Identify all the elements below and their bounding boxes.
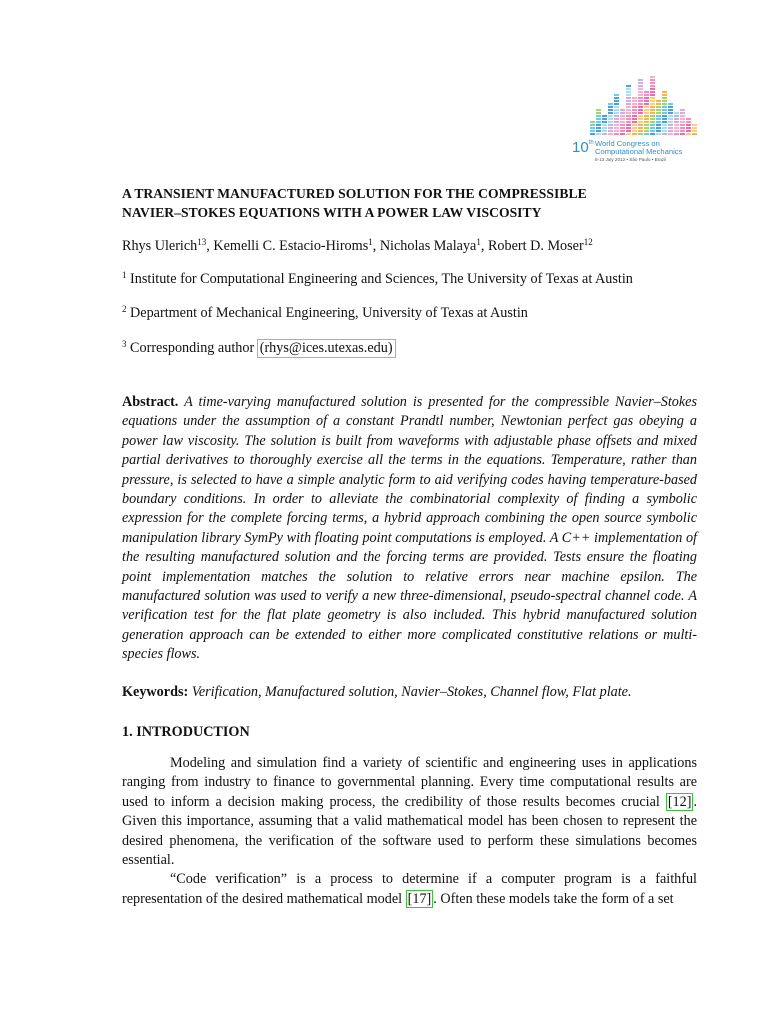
- abstract-text: A time-varying manufactured solution is presented for the compressible Navier–Stokes equations under the assumption of a constant Prandtl number, Newtonian perfect gas obeying a power law viscosity. The solution is built from waveforms with adjustable phase offsets and mixed partial derivatives to thoroughly exercise all the terms in the equations. Temperature, rather than pressure, is selected to have a simple analytic form to aid verifying codes having temperature-based boundary conditions. In order to alleviate the combinatorial complexity of finding a symbolic expression for the complete forcing terms, a hybrid approach combining the open source symbolic manipulation library SymPy with floating point computations is employed. A C++ implementation of the resulting manufactured solution and the forcing terms are provided. Tests ensure the floating point implementation matches the solution to relative errors near machine epsilon. The manufactured solution was used to verify a new three-dimensional, pseudo-spectral channel code. A verification test for the flat plate geometry is also included. This hybrid manufactured solution generation approach can be extended to either more complicated constitutive relations or multi-species flows.: [122, 394, 697, 663]
- author-name: Rhys Ulerich: [122, 238, 198, 254]
- logo-bar-cell: [668, 112, 673, 114]
- logo-bar-cell: [656, 100, 661, 102]
- logo-bar-cell: [638, 127, 643, 129]
- logo-bar-cell: [650, 88, 655, 90]
- logo-bar-cell: [590, 127, 595, 129]
- logo-bar-cell: [602, 127, 607, 129]
- logo-bar-cell: [668, 115, 673, 117]
- logo-bar-cell: [626, 91, 631, 93]
- logo-bar-cell: [614, 115, 619, 117]
- logo-bar-cell: [596, 118, 601, 120]
- logo-bar-cell: [638, 79, 643, 81]
- logo-bar-cell: [620, 121, 625, 123]
- logo-bar-cell: [686, 130, 691, 132]
- logo-bar-cell: [626, 109, 631, 111]
- logo-bar-cell: [626, 127, 631, 129]
- logo-bar-cell: [632, 118, 637, 120]
- logo-bar-cell: [680, 112, 685, 114]
- logo-bar-cell: [680, 121, 685, 123]
- logo-bar-cell: [614, 130, 619, 132]
- logo-dates: 8-13 July 2012 • São Paulo • Brazil: [595, 157, 667, 162]
- logo-bar-cell: [614, 94, 619, 96]
- logo-bar-cell: [680, 133, 685, 135]
- logo-bar-cell: [644, 133, 649, 135]
- logo-bar-cell: [650, 85, 655, 87]
- logo-bar-cell: [590, 130, 595, 132]
- author-affiliation-marks: 1: [368, 237, 373, 247]
- intro-paragraph-2: “Code verification” is a process to determine if a computer program is a faithful representation of the desired mathematical model [17] . Often these models take the form of a set: [122, 871, 697, 907]
- logo-bar-cell: [662, 121, 667, 123]
- author-affiliation-marks: 12: [583, 237, 593, 247]
- logo-bar-cell: [650, 124, 655, 126]
- logo-bar-cell: [614, 133, 619, 135]
- logo-bar-cell: [620, 130, 625, 132]
- logo-bar-cell: [638, 130, 643, 132]
- logo-bar-cell: [644, 109, 649, 111]
- logo-bar-cell: [662, 100, 667, 102]
- logo-bar-cell: [662, 118, 667, 120]
- logo-bar-cell: [626, 100, 631, 102]
- logo-bar-cell: [656, 124, 661, 126]
- logo-bar-cell: [662, 130, 667, 132]
- logo-bar-cell: [626, 130, 631, 132]
- logo-bar-cell: [656, 118, 661, 120]
- logo-bar-cell: [596, 124, 601, 126]
- logo-bar-cell: [668, 133, 673, 135]
- logo-bar-cell: [650, 103, 655, 105]
- logo-bar-cell: [644, 91, 649, 93]
- logo-bar-cell: [632, 127, 637, 129]
- author-affiliation-marks: 13: [197, 237, 207, 247]
- logo-bar-cell: [668, 121, 673, 123]
- logo-bar-cell: [650, 127, 655, 129]
- logo-bar-cell: [656, 106, 661, 108]
- logo-bar-cell: [614, 103, 619, 105]
- logo-bar-cell: [626, 88, 631, 90]
- logo-bar-cell: [632, 100, 637, 102]
- logo-bar-cell: [614, 121, 619, 123]
- logo-bar-cell: [686, 118, 691, 120]
- logo-bar-cell: [662, 127, 667, 129]
- logo-bar-cell: [638, 115, 643, 117]
- logo-bar-cell: [614, 106, 619, 108]
- logo-bar-cell: [620, 115, 625, 117]
- section-heading: 1. INTRODUCTION: [122, 724, 250, 740]
- logo-bar-cell: [626, 118, 631, 120]
- logo-bar-cell: [638, 82, 643, 84]
- logo-bar-cell: [632, 133, 637, 135]
- logo-bar-cell: [644, 100, 649, 102]
- logo-bar-cell: [632, 115, 637, 117]
- affiliation-text: Institute for Computational Engineering and Sciences, The University of Texas at Austin: [130, 271, 633, 287]
- affiliation-1: $^1$ Institute for Computational Engineering and Sciences, The University of Texas at Austin: [122, 270, 633, 287]
- logo-bar-cell: [674, 121, 679, 123]
- logo-bar-cell: [644, 106, 649, 108]
- logo-bar-cell: [632, 103, 637, 105]
- logo-bar-cell: [638, 109, 643, 111]
- logo-bar-cell: [590, 133, 595, 135]
- logo-bar-cell: [650, 133, 655, 135]
- email-link[interactable]: (rhys@ices.utexas.edu): [257, 339, 396, 358]
- logo-bar-cell: [608, 103, 613, 105]
- author-list: Rhys Ulerich$^{13}$, Kemelli C. Estacio-Hiroms$^1$, Nicholas Malaya$^1$, Robert D. Moser$^{12}$: [122, 237, 593, 254]
- logo-bar-cell: [662, 106, 667, 108]
- author-name: Nicholas Malaya: [379, 238, 477, 254]
- logo-bar-cell: [638, 112, 643, 114]
- author-name: Robert D. Moser: [487, 238, 584, 254]
- logo-bar-cell: [650, 100, 655, 102]
- logo-bar-cell: [662, 115, 667, 117]
- logo-bar-cell: [674, 124, 679, 126]
- logo-bar-cell: [596, 130, 601, 132]
- logo-bar-cell: [650, 106, 655, 108]
- logo-bar-cell: [644, 130, 649, 132]
- conference-logo: [570, 70, 702, 166]
- logo-bar-cell: [608, 130, 613, 132]
- logo-bar-cell: [620, 109, 625, 111]
- logo-bar-cell: [650, 79, 655, 81]
- logo-bar-cell: [626, 115, 631, 117]
- logo-bar-cell: [590, 121, 595, 123]
- logo-bar-cell: [608, 133, 613, 135]
- logo-line2: Computational Mechanics: [595, 147, 683, 156]
- logo-bar-cell: [608, 112, 613, 114]
- logo-bar-cell: [680, 130, 685, 132]
- logo-bar-cell: [626, 85, 631, 87]
- logo-bar-cell: [686, 133, 691, 135]
- logo-bar-cell: [662, 94, 667, 96]
- logo-bar-cell: [674, 133, 679, 135]
- logo-bar-cell: [650, 112, 655, 114]
- logo-bar-cell: [644, 124, 649, 126]
- abstract-label: Abstract.: [122, 394, 179, 410]
- logo-bar-cell: [620, 133, 625, 135]
- logo-bar-cell: [656, 115, 661, 117]
- logo-bar-cell: [626, 121, 631, 123]
- logo-bar-cell: [656, 103, 661, 105]
- paper-title: [122, 184, 682, 222]
- logo-bar-cell: [644, 112, 649, 114]
- logo-bar-cell: [602, 115, 607, 117]
- logo-bar-cell: [602, 133, 607, 135]
- logo-bar-cell: [644, 115, 649, 117]
- citation-link[interactable]: [17]: [407, 890, 432, 907]
- city-skyline-graphic: [590, 70, 698, 136]
- logo-bar-cell: [662, 133, 667, 135]
- logo-bar-cell: [590, 124, 595, 126]
- logo-bar-cell: [614, 112, 619, 114]
- logo-bar-cell: [620, 118, 625, 120]
- logo-bar-cell: [650, 76, 655, 78]
- logo-bar-cell: [632, 130, 637, 132]
- logo-bar-cell: [650, 91, 655, 93]
- logo-bar-cell: [596, 133, 601, 135]
- logo-bar-cell: [614, 127, 619, 129]
- logo-bar-cell: [674, 130, 679, 132]
- logo-bar-cell: [632, 121, 637, 123]
- logo-bar-cell: [650, 118, 655, 120]
- logo-bar-cell: [686, 121, 691, 123]
- logo-bar-cell: [638, 106, 643, 108]
- logo-bar-cell: [662, 97, 667, 99]
- logo-congress-name: [595, 140, 682, 156]
- logo-bar-cell: [662, 91, 667, 93]
- logo-bar-cell: [608, 109, 613, 111]
- corresponding-label: Corresponding author: [130, 340, 258, 356]
- logo-bar-cell: [668, 130, 673, 132]
- logo-bar-cell: [650, 121, 655, 123]
- logo-bar-cell: [656, 112, 661, 114]
- affiliation-text: Department of Mechanical Engineering, University of Texas at Austin: [130, 305, 528, 321]
- logo-bar-cell: [680, 127, 685, 129]
- logo-bar-cell: [632, 109, 637, 111]
- logo-bar-cell: [650, 97, 655, 99]
- logo-bar-cell: [680, 115, 685, 117]
- logo-bar-cell: [644, 97, 649, 99]
- logo-bar-cell: [638, 91, 643, 93]
- logo-bar-cell: [620, 127, 625, 129]
- logo-bar-cell: [626, 124, 631, 126]
- intro-paragraph-1: Modeling and simulation find a variety of scientific and engineering uses in applications ranging from industry to finance to governmental planning. Every time computational results are used to inform a decision making process, the credibility of those results becomes crucial [12] . Given this importance, assuming that a valid mathematical model has been chosen to represent the desired phenomena, the verification of the software used to perform these simulations becomes essential.: [122, 755, 697, 869]
- logo-bar-cell: [626, 112, 631, 114]
- logo-bar-cell: [650, 115, 655, 117]
- logo-bar-cell: [596, 127, 601, 129]
- author-name: Kemelli C. Estacio-Hiroms: [213, 238, 369, 254]
- logo-bar-cell: [632, 106, 637, 108]
- logo-bar-cell: [638, 133, 643, 135]
- logo-bar-cell: [674, 115, 679, 117]
- logo-bar-cell: [656, 133, 661, 135]
- logo-bar-cell: [644, 121, 649, 123]
- logo-bar-cell: [668, 106, 673, 108]
- logo-bar-cell: [662, 112, 667, 114]
- logo-bar-cell: [626, 106, 631, 108]
- logo-bar-cell: [692, 130, 697, 132]
- logo-bar-cell: [662, 124, 667, 126]
- logo-bar-cell: [686, 127, 691, 129]
- logo-bar-cell: [596, 121, 601, 123]
- logo-bar-cell: [602, 124, 607, 126]
- logo-bar-cell: [668, 109, 673, 111]
- logo-bar-cell: [662, 109, 667, 111]
- logo-bar-cell: [596, 109, 601, 111]
- logo-bar-cell: [680, 118, 685, 120]
- keywords: [122, 682, 697, 702]
- logo-bar-cell: [608, 127, 613, 129]
- logo-bar-cell: [602, 130, 607, 132]
- logo-bar-cell: [644, 94, 649, 96]
- logo-bar-cell: [692, 127, 697, 129]
- logo-bar-cell: [632, 97, 637, 99]
- logo-bar-cell: [680, 124, 685, 126]
- logo-bar-cell: [680, 109, 685, 111]
- logo-bar-cell: [620, 112, 625, 114]
- logo-bar-cell: [638, 97, 643, 99]
- logo-bar-cell: [602, 118, 607, 120]
- logo-bar-cell: [656, 121, 661, 123]
- logo-bar-cell: [668, 118, 673, 120]
- logo-bar-cell: [692, 133, 697, 135]
- logo-bar-cell: [638, 94, 643, 96]
- logo-bar-cell: [614, 109, 619, 111]
- logo-bar-cell: [644, 103, 649, 105]
- keywords-text: Verification, Manufactured solution, Navier–Stokes, Channel flow, Flat plate.: [191, 684, 632, 700]
- logo-bar-cell: [644, 127, 649, 129]
- logo-bar-cell: [656, 109, 661, 111]
- logo-bar-cell: [674, 127, 679, 129]
- logo-bar-cell: [650, 130, 655, 132]
- logo-bar-cell: [608, 106, 613, 108]
- logo-bar-cell: [668, 127, 673, 129]
- logo-bar-cell: [596, 112, 601, 114]
- logo-bar-cell: [614, 100, 619, 102]
- logo-bar-cell: [650, 82, 655, 84]
- logo-bar-cell: [632, 124, 637, 126]
- affiliation-2: $^2$ Department of Mechanical Engineering, University of Texas at Austin: [122, 304, 528, 321]
- logo-bar-cell: [608, 118, 613, 120]
- logo-bar-cell: [632, 112, 637, 114]
- logo-bar-cell: [626, 103, 631, 105]
- keywords-label: Keywords:: [122, 684, 189, 700]
- logo-bar-cell: [656, 127, 661, 129]
- logo-bar-cell: [626, 133, 631, 135]
- title-line-1: A TRANSIENT MANUFACTURED SOLUTION FOR THE COMPRESSIBLE: [122, 186, 587, 201]
- logo-bar-cell: [668, 124, 673, 126]
- logo-bar-cell: [686, 124, 691, 126]
- logo-bar-cell: [608, 115, 613, 117]
- logo-bar-cell: [614, 97, 619, 99]
- logo-bar-cell: [638, 121, 643, 123]
- corresponding-author: $^3$ Corresponding author (rhys@ices.utexas.edu): [122, 338, 692, 358]
- logo-bar-cell: [614, 124, 619, 126]
- logo-line1: World Congress on: [595, 139, 660, 148]
- logo-bar-cell: [668, 103, 673, 105]
- logo-bar-cell: [626, 94, 631, 96]
- logo-bar-cell: [674, 112, 679, 114]
- logo-bar-cell: [638, 85, 643, 87]
- logo-bar-cell: [626, 97, 631, 99]
- logo-bar-cell: [596, 115, 601, 117]
- logo-bar-cell: [608, 121, 613, 123]
- logo-bar-cell: [614, 118, 619, 120]
- author-affiliation-marks: 1: [476, 237, 481, 247]
- logo-bar-cell: [638, 88, 643, 90]
- title-line-2: NAVIER–STOKES EQUATIONS WITH A POWER LAW VISCOSITY: [122, 205, 542, 220]
- logo-bar-cell: [638, 103, 643, 105]
- logo-bar-cell: [692, 124, 697, 126]
- logo-bar-cell: [656, 130, 661, 132]
- logo-ordinal: 10th: [572, 139, 594, 156]
- logo-bar-cell: [638, 100, 643, 102]
- introduction-body: [122, 754, 697, 909]
- logo-bar-cell: [602, 121, 607, 123]
- logo-bar-cell: [650, 109, 655, 111]
- logo-bar-cell: [608, 124, 613, 126]
- abstract: [122, 393, 697, 665]
- citation-link[interactable]: [12]: [667, 793, 692, 810]
- logo-bar-cell: [638, 124, 643, 126]
- logo-bar-cell: [650, 94, 655, 96]
- logo-bar-cell: [620, 124, 625, 126]
- logo-bar-cell: [638, 118, 643, 120]
- logo-bar-cell: [674, 118, 679, 120]
- logo-bar-cell: [662, 103, 667, 105]
- logo-bar-cell: [644, 118, 649, 120]
